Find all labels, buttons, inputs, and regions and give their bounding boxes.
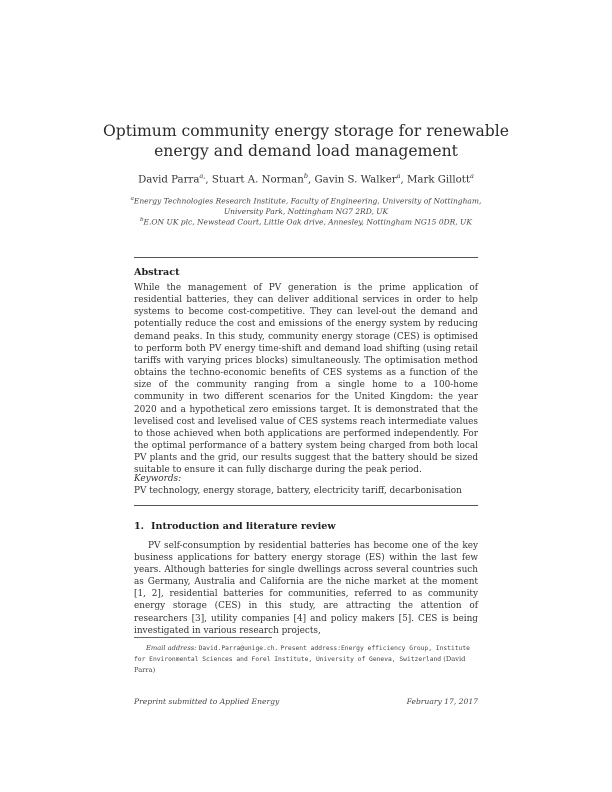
affiliation-mark: b xyxy=(140,217,144,223)
author-affil-mark: a xyxy=(470,172,474,180)
abstract-bottom-rule xyxy=(134,505,478,506)
intro-paragraph: PV self-consumption by residential batteries has become one of the key business applications for battery energy storage (ES) within the last few years. Although batteries for single dwellings across several countries such as Germany, Australia and California are the niche market at the moment [1, 2], residential batteries for communities, referred to as community energy storage (CES) in this study, are attracting the attention of researchers [3], utility companies [4] and policy makers [5]. CES is being investigated in various research projects, xyxy=(134,541,478,636)
keywords-heading: Keywords: xyxy=(134,474,182,484)
author-affil-mark: a, xyxy=(199,172,206,180)
abstract-text: While the management of PV generation is the prime application of residential batteries, they can deliver additional services in order to help systems to become cost-competitive. They can level-out the demand and potentially reduce the cost and emissions of the energy system by reducing demand peaks. In this study, community energy storage (CES) is optimised to perform both PV energy time-shift and demand load shifting (using retail tariffs with varying prices blocks) simultaneously. The optimisation method obtains the techno-economic benefits of CES systems as a function of the size of the community ranging from a single home to a 100-home community in two different scenarios for the United Kingdom: the year 2020 and a hypothetical zero emissions target. It is demonstrated that the levelised cost and levelised value of CES systems reach intermediate values to those achieved when both applications are performed independently. For the optimal performance of a battery system being charged from both local PV plants and the grid, our results suggest that the battery should be sized suitable to ensure it can fully discharge during the peak period. xyxy=(134,283,478,476)
author-name: Gavin S. Walker xyxy=(314,174,397,186)
email-label: Email address: xyxy=(146,644,197,652)
author-affil-mark: b xyxy=(303,172,308,180)
affiliation-text: E.ON UK plc, Newstead Court, Little Oak drive, Annesley, Nottingham NG15 0DR, UK xyxy=(143,217,472,227)
abstract-heading: Abstract xyxy=(134,267,180,278)
author-affil-mark: a xyxy=(396,172,401,180)
affiliation-mark: a xyxy=(130,196,134,202)
paper-title xyxy=(0,121,612,161)
section-number: 1. xyxy=(134,521,145,532)
author-name: David Parra xyxy=(138,174,200,186)
preprint-note: Preprint submitted to Applied Energy xyxy=(134,697,280,706)
title-line-2: energy and demand load management xyxy=(154,142,458,160)
preprint-date: February 17, 2017 xyxy=(406,697,478,706)
affiliation-text: Energy Technologies Research Institute, Faculty of Engineering, University of Nottingham, University Park, Nottingham NG7 2RD, UK xyxy=(133,196,482,216)
section-title: Introduction and literature review xyxy=(151,521,336,532)
author-name: Stuart A. Norman xyxy=(211,174,304,186)
footnote-name: (David Parra) xyxy=(134,655,466,675)
email-address[interactable]: David.Parra@unige.ch. xyxy=(198,645,279,652)
present-address: Present address:Energy efficiency Group, Institute for Environmental Sciences and Forel Institute, University of Geneva, Switzerland xyxy=(134,645,470,664)
abstract-top-rule xyxy=(134,257,478,258)
title-line-1: Optimum community energy storage for renewable xyxy=(102,122,510,140)
section-heading xyxy=(134,521,336,532)
footnote-rule xyxy=(134,637,272,638)
keywords-text: PV technology, energy storage, battery, electricity tariff, decarbonisation xyxy=(134,486,462,496)
affiliation xyxy=(126,194,486,217)
author-name: Mark Gillott xyxy=(406,174,470,186)
affiliation xyxy=(126,215,486,228)
footnote xyxy=(134,643,478,675)
author-list: David Parra$^{a,}$, Stuart A. Norman$^b$, Gavin S. Walker$^a$, Mark Gillott$^a$ xyxy=(138,172,474,186)
